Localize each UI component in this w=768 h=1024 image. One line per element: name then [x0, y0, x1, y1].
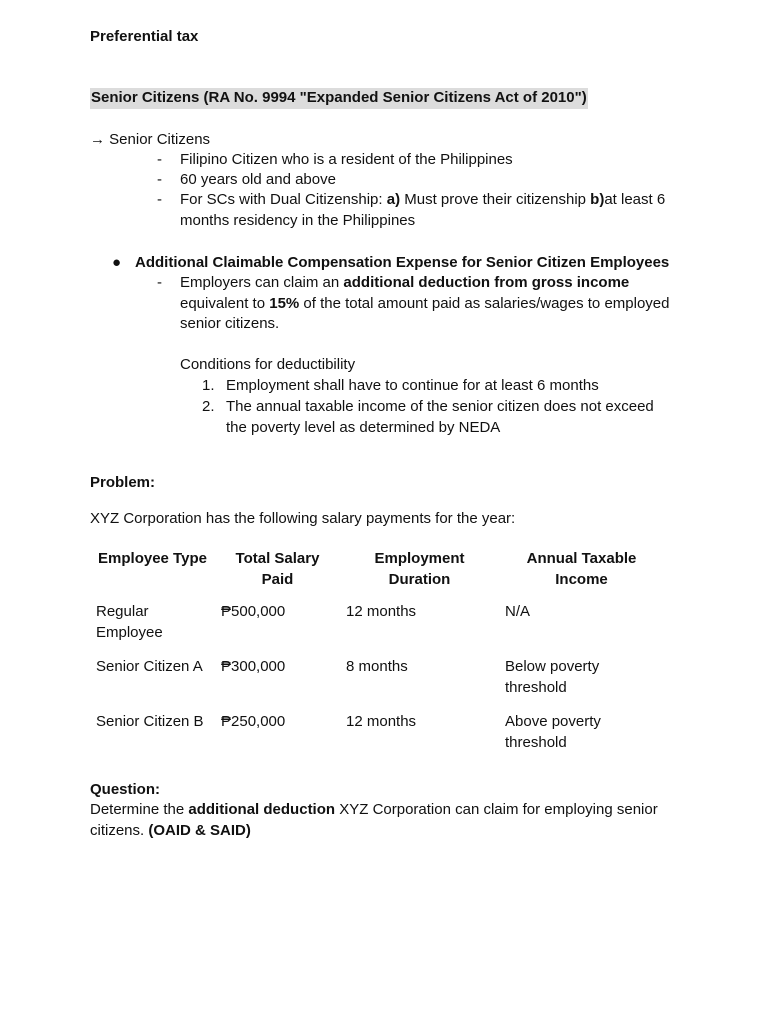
list-item: Filipino Citizen who is a resident of the Philippines — [180, 151, 513, 168]
table-cell: Above poverty threshold — [505, 713, 601, 751]
section-heading: Senior Citizens (RA No. 9994 "Expanded Senior Citizens Act of 2010") — [90, 88, 588, 109]
list-item-dual-citizenship: For SCs with Dual Citizenship: a) Must prove their citizenship b)at least 6 months residency in the Philippines — [180, 191, 666, 229]
table-cell: Senior Citizen B — [96, 713, 204, 730]
table-cell: ₱500,000 — [221, 603, 286, 620]
compensation-heading: Additional Claimable Compensation Expense for Senior Citizen Employees — [135, 254, 670, 271]
list-dash: - — [157, 151, 162, 168]
condition-number: 2. — [202, 398, 215, 415]
conditions-label: Conditions for deductibility — [180, 356, 356, 373]
list-item: 60 years old and above — [180, 171, 336, 188]
compensation-paragraph: Employers can claim an additional deduction from gross income equivalent to 15% of the total amount paid as salaries/wages to employed senior citizens. — [180, 274, 670, 332]
table-cell: 12 months — [346, 603, 417, 620]
condition-number: 1. — [202, 377, 215, 394]
table-cell: 12 months — [346, 713, 417, 730]
table-cell: Regular Employee — [96, 603, 163, 641]
table-row — [90, 602, 664, 657]
list-dash: - — [157, 171, 162, 188]
table-header: Employment Duration — [374, 550, 465, 588]
table-header: Annual Taxable Income — [526, 550, 637, 588]
question-label: Question: — [90, 781, 160, 798]
table-header-row — [90, 545, 664, 602]
salary-table — [90, 545, 664, 767]
problem-label: Problem: — [90, 474, 156, 491]
table-header: Total Salary Paid — [235, 550, 320, 588]
table-cell: ₱250,000 — [221, 713, 286, 730]
problem-intro: XYZ Corporation has the following salary payments for the year: — [90, 510, 516, 527]
page-title: Preferential tax — [90, 28, 199, 45]
table-row — [90, 712, 664, 767]
list-dash: - — [157, 191, 162, 208]
question-text: Determine the additional deduction XYZ Corporation can claim for employing senior citizens. (OAID & SAID) — [90, 801, 658, 839]
table-cell: Below poverty threshold — [505, 658, 600, 696]
table-header: Employee Type — [98, 550, 207, 567]
table-row — [90, 657, 664, 712]
senior-citizens-label: → Senior Citizens — [90, 131, 211, 148]
table-cell: Senior Citizen A — [96, 658, 203, 675]
table-cell: N/A — [505, 603, 531, 620]
table-cell: ₱300,000 — [221, 658, 286, 675]
list-dash: - — [157, 274, 162, 291]
bullet: ● — [112, 254, 122, 271]
condition-item: Employment shall have to continue for at least 6 months — [226, 377, 599, 394]
condition-item: The annual taxable income of the senior citizen does not exceed the poverty level as determined by NEDA — [226, 398, 654, 436]
table-cell: 8 months — [346, 658, 408, 675]
